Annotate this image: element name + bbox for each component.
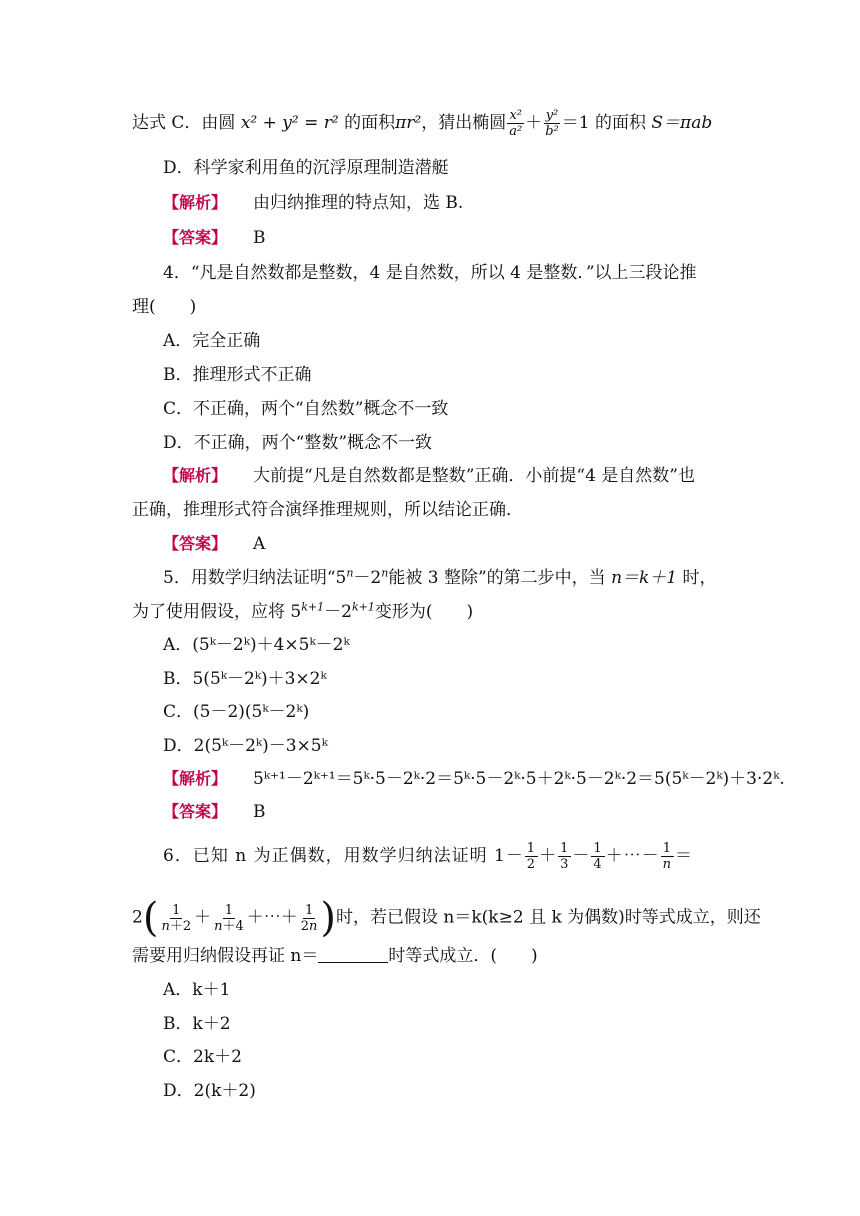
q5-option-c: C．(5－2)(5ᵏ－2ᵏ) xyxy=(163,702,310,722)
q6-stem-line3: 需要用归纳假设再证 n＝ 时等式成立．( ) xyxy=(132,946,538,966)
q4-stem-line1: 4．“凡是自然数都是整数，4 是自然数，所以 4 是整数．”以上三段论推 xyxy=(163,263,697,283)
q5-answer xyxy=(163,800,266,824)
q4-option-a: A．完全正确 xyxy=(163,331,261,351)
fill-in-blank xyxy=(318,946,388,963)
q3-option-c: 达式 C．由圆 x² + y² = r² 的面积πr²，猜出椭圆 $\frac{\text{x²}}{\text{a²}}$ ＋ $\frac{\text{y²}}{\text{b²}}$ ＝1 的面积 S＝πab xyxy=(132,108,713,139)
q3-circle-equation: x² + y² = r² xyxy=(240,113,339,133)
q3-ellipse-x-fraction: $\frac{\text{x²}}{\text{a²}}$ xyxy=(509,108,523,139)
q6-option-a: A．k＋1 xyxy=(163,980,231,1000)
q4-analysis-line1 xyxy=(163,464,695,488)
q3-option-c-tail: ＝1 的面积 xyxy=(561,113,652,133)
q5-option-a: A．(5ᵏ－2ᵏ)＋4×5ᵏ－2ᵏ xyxy=(163,635,350,655)
q3-option-c-mid2: ，猜出椭圆 xyxy=(421,113,507,133)
q4-analysis-line2: 正确，推理形式符合演绎推理规则，所以结论正确． xyxy=(132,500,523,520)
q5-answer-text: B xyxy=(253,802,266,822)
q6-option-b: B．k＋2 xyxy=(163,1014,231,1034)
analysis-tag: 【解析】 xyxy=(163,466,228,485)
q3-option-c-mid1: 的面积 xyxy=(338,113,396,133)
q3-option-c-lead: 达式 C．由圆 xyxy=(132,113,241,133)
q6-stem-line1: 6．已知 n 为正偶数，用数学归纳法证明 1－ $\frac{1}{2}$ ＋ $\frac{1}{3}$ － $\frac{1}{4}$ ＋⋯－ $\frac{1}{n}$ ＝ xyxy=(163,841,694,872)
q5-stem-line1: 5．用数学归纳法证明“$5^n-2^n$能被 3 整除”的第二步中，当 n＝k＋1 时， xyxy=(163,566,717,588)
q3-analysis-text: 由归纳推理的特点知，选 B. xyxy=(253,193,464,213)
q4-answer-text: A xyxy=(253,534,266,554)
q3-ellipse-y-fraction: $\frac{\text{y²}}{\text{b²}}$ xyxy=(545,108,559,139)
q5-stem-line2: 为了使用假设，应将 $5^{k+1}-2^{k+1}$变形为( ) xyxy=(132,600,474,622)
q6-option-c: C．2k＋2 xyxy=(163,1047,242,1067)
q4-analysis-text-1: 大前提“凡是自然数都是整数”正确．小前提“4 是自然数”也 xyxy=(253,466,695,486)
q5-analysis xyxy=(163,767,785,791)
q3-answer-text: B xyxy=(253,228,266,248)
q5-option-b: B．5(5ᵏ－2ᵏ)＋3×2ᵏ xyxy=(163,669,327,689)
answer-tag: 【答案】 xyxy=(163,534,228,553)
q4-option-d: D．不正确，两个“整数”概念不一致 xyxy=(163,433,433,453)
q6-option-d: D．2(k＋2) xyxy=(163,1081,256,1101)
q4-option-c: C．不正确，两个“自然数”概念不一致 xyxy=(163,399,449,419)
q4-stem-line2: 理( ) xyxy=(132,297,197,317)
q3-circle-area: πr² xyxy=(395,113,422,133)
q4-answer xyxy=(163,532,265,556)
analysis-tag: 【解析】 xyxy=(163,193,228,212)
answer-tag: 【答案】 xyxy=(163,802,228,821)
analysis-tag: 【解析】 xyxy=(163,769,228,788)
answer-tag: 【答案】 xyxy=(163,228,228,247)
q4-option-b: B．推理形式不正确 xyxy=(163,365,312,385)
q5-analysis-text: 5ᵏ⁺¹－2ᵏ⁺¹＝5ᵏ·5－2ᵏ·2＝5ᵏ·5－2ᵏ·5＋2ᵏ·5－2ᵏ·2＝5(5ᵏ－2ᵏ)＋3·2ᵏ. xyxy=(253,769,785,789)
q3-option-d: D．科学家利用鱼的沉浮原理制造潜艇 xyxy=(163,158,449,178)
q3-answer xyxy=(163,226,266,250)
q3-analysis xyxy=(163,191,463,215)
q3-ellipse-area: S＝πab xyxy=(651,113,713,133)
q5-option-d: D．2(5ᵏ－2ᵏ)－3×5ᵏ xyxy=(163,736,328,756)
q6-stem-line2: 2( $\frac{1}{n+2}$ ＋ $\frac{1}{n+4}$ ＋⋯＋ $\frac{1}{2n}$ )时，若已假设 n＝k(k≥2 且 k 为偶数)时等式成立，则还 xyxy=(132,895,761,941)
